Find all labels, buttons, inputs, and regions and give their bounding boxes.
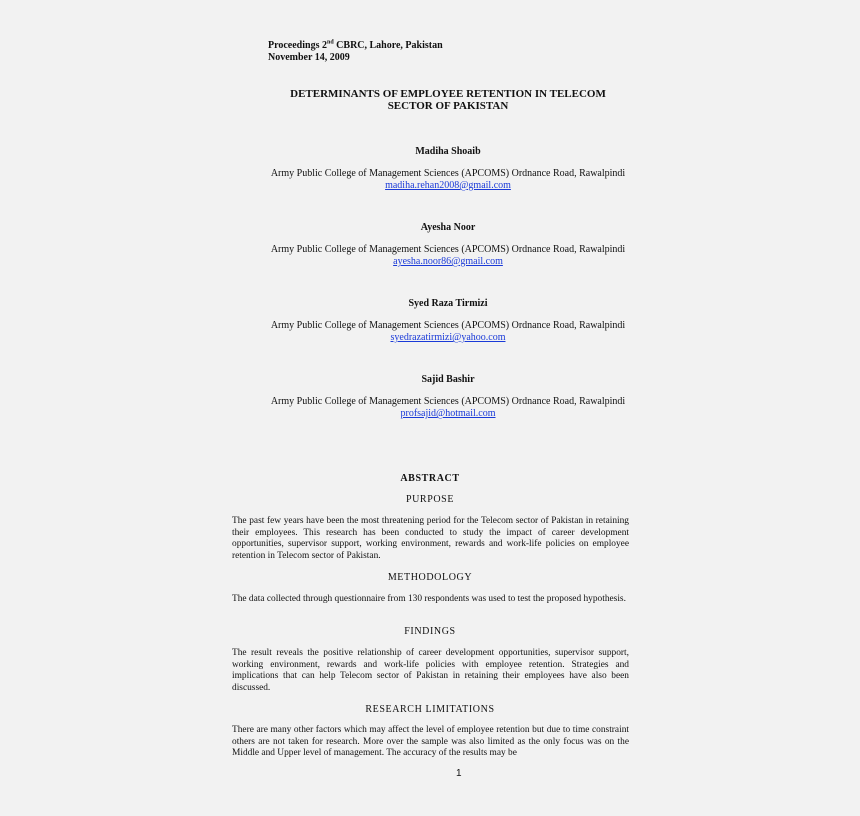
- title-line-1: DETERMINANTS OF EMPLOYEE RETENTION IN TELECOM: [290, 88, 606, 100]
- purpose-heading: PURPOSE: [405, 494, 455, 505]
- author-affiliation: Army Public College of Management Sciences (APCOMS) Ordnance Road, Rawalpindi: [270, 244, 626, 255]
- author-name: Sajid Bashir: [421, 374, 475, 385]
- author-email-link[interactable]: syedrazatirmizi@yahoo.com: [390, 332, 506, 343]
- abstract-heading: ABSTRACT: [400, 473, 460, 484]
- author-email-link[interactable]: madiha.rehan2008@gmail.com: [385, 180, 511, 191]
- author-affiliation: Army Public College of Management Sciences (APCOMS) Ordnance Road, Rawalpindi: [270, 168, 626, 179]
- proceedings-date: November 14, 2009: [268, 52, 350, 63]
- author-block-2: [230, 222, 666, 268]
- findings-heading: FINDINGS: [404, 626, 456, 637]
- research-limitations-heading: RESEARCH LIMITATIONS: [365, 704, 495, 715]
- methodology-heading: METHODOLOGY: [387, 572, 473, 583]
- author-block-4: [230, 374, 666, 420]
- paper-title: [230, 88, 666, 112]
- proceedings-header: [268, 40, 443, 64]
- methodology-text: The data collected through questionnaire from 130 respondents was used to test the proposed hypothesis.: [232, 594, 626, 604]
- page-number: 1: [456, 768, 462, 779]
- author-block-1: [230, 146, 666, 192]
- author-email-link[interactable]: ayesha.noor86@gmail.com: [393, 256, 503, 267]
- research-limitations-text: There are many other factors which may affect the level of employee retention but due to time constraint others are not taken for research. More over the sample was also limited as the only focus was on the Middle and Upper level of management. The accuracy of the results may be: [232, 725, 629, 758]
- findings-text: The result reveals the positive relationship of career development opportunities, supervisor support, working environment, rewards and work-life policies with employee retention. Strategies and implications that can help Telecom sector of Pakistan in retaining their employees have also been discussed.: [232, 648, 629, 693]
- author-affiliation: Army Public College of Management Sciences (APCOMS) Ordnance Road, Rawalpindi: [270, 396, 626, 407]
- author-name: Madiha Shoaib: [415, 146, 481, 157]
- title-line-2: SECTOR OF PAKISTAN: [387, 100, 509, 112]
- purpose-text: The past few years have been the most threatening period for the Telecom sector of Pakistan in retaining their employees. This research has been conducted to study the impact of career development opportunities, supervisor support, working environment, rewards and work-life policies on employee retention in Telecom sector of Pakistan.: [232, 516, 629, 561]
- author-name: Syed Raza Tirmizi: [408, 298, 488, 309]
- author-name: Ayesha Noor: [420, 222, 476, 233]
- proceedings-line: Proceedings 2nd CBRC, Lahore, Pakistan: [268, 39, 443, 51]
- author-affiliation: Army Public College of Management Sciences (APCOMS) Ordnance Road, Rawalpindi: [270, 320, 626, 331]
- author-block-3: [230, 298, 666, 344]
- author-email-link[interactable]: profsajid@hotmail.com: [400, 408, 496, 419]
